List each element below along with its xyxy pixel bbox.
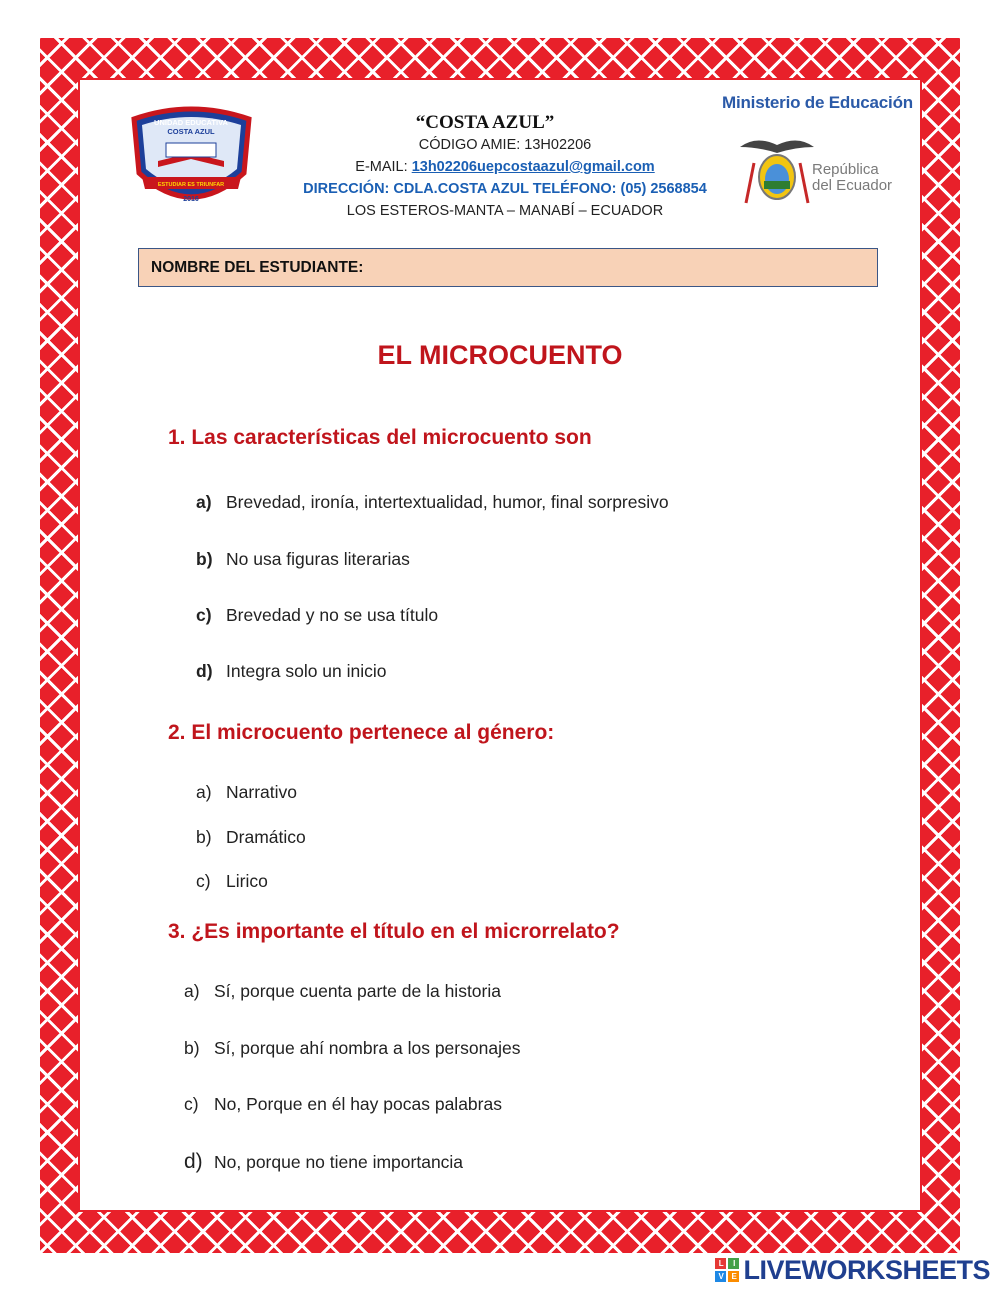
- option-text: Narrativo: [226, 782, 297, 802]
- badge-letter: L: [715, 1258, 726, 1269]
- liveworksheets-logo-icon: [715, 1258, 739, 1282]
- badge-letter: V: [715, 1271, 726, 1282]
- option-text: No, porque no tiene importancia: [214, 1152, 464, 1172]
- q1-option-c[interactable]: [196, 605, 438, 626]
- q3-option-a[interactable]: [184, 981, 501, 1002]
- q2-option-a[interactable]: [196, 782, 297, 803]
- q2-option-b[interactable]: [196, 827, 306, 848]
- question-2: 2. El microcuento pertenece al género:: [168, 721, 555, 744]
- q1-option-a[interactable]: [196, 492, 669, 513]
- student-name-field[interactable]: NOMBRE DEL ESTUDIANTE:: [138, 248, 878, 287]
- q3-option-b[interactable]: [184, 1038, 520, 1059]
- crest-year: 2016: [183, 196, 199, 203]
- republic-text: [812, 162, 892, 194]
- option-text: No, Porque en él hay pocas palabras: [214, 1094, 502, 1114]
- badge-letter: I: [728, 1258, 739, 1269]
- option-letter: c): [196, 871, 211, 891]
- codigo-amie: CÓDIGO AMIE: 13H02206: [418, 137, 592, 153]
- option-text: Brevedad y no se usa título: [226, 605, 439, 625]
- q1-option-b[interactable]: [196, 549, 410, 570]
- republic-line-2: del Ecuador: [812, 177, 893, 194]
- school-header: [270, 112, 740, 222]
- question-3: 3. ¿Es importante el título en el microrrelato?: [168, 920, 620, 943]
- liveworksheets-watermark: [715, 1255, 990, 1285]
- option-letter: a): [196, 492, 212, 512]
- option-letter: b): [196, 549, 213, 569]
- option-text: Integra solo un inicio: [226, 661, 387, 681]
- republic-line-1: República: [812, 161, 879, 178]
- option-text: No usa figuras literarias: [226, 549, 410, 569]
- option-text: Brevedad, ironía, intertextualidad, humor, final sorpresivo: [226, 492, 669, 512]
- option-text: Dramático: [226, 827, 306, 847]
- crest-text-top: UNIDAD EDUCATIVA: [154, 118, 228, 127]
- address-line: DIRECCIÓN: CDLA.COSTA AZUL TELÉFONO: (05) 2568854: [303, 181, 707, 197]
- question-1: 1. Las características del microcuento son: [168, 426, 592, 449]
- crest-banner: ESTUDIAR ES TRIUNFAR: [157, 182, 225, 188]
- q2-option-c[interactable]: [196, 871, 268, 892]
- option-text: Sí, porque cuenta parte de la historia: [214, 981, 501, 1001]
- school-name: “COSTA AZUL”: [415, 112, 555, 133]
- option-letter: a): [196, 782, 212, 802]
- option-letter: b): [196, 827, 212, 847]
- option-letter: d): [196, 661, 213, 681]
- ecuador-coat-of-arms-icon: [736, 133, 818, 211]
- location-line: LOS ESTEROS-MANTA – MANABÍ – ECUADOR: [346, 203, 664, 219]
- q3-option-c[interactable]: [184, 1094, 502, 1115]
- crest-text-mid: COSTA AZUL: [167, 127, 215, 136]
- option-text: Lirico: [226, 871, 268, 891]
- page-title: EL MICROCUENTO: [377, 340, 623, 370]
- ministry-label: Ministerio de Educación: [722, 93, 913, 112]
- option-letter: c): [184, 1094, 199, 1114]
- email-line: [270, 156, 740, 178]
- option-letter: d): [184, 1150, 203, 1173]
- q1-option-d[interactable]: [196, 661, 387, 682]
- option-letter: b): [184, 1038, 200, 1058]
- email-label: E-MAIL:: [355, 159, 412, 175]
- option-text: Sí, porque ahí nombra a los personajes: [214, 1038, 521, 1058]
- email-link[interactable]: 13h02206uepcostaazul@gmail.com: [411, 159, 655, 175]
- q3-option-d[interactable]: [184, 1150, 463, 1174]
- watermark-text: LIVEWORKSHEETS: [743, 1254, 990, 1285]
- option-letter: c): [196, 605, 212, 625]
- option-letter: a): [184, 981, 200, 1001]
- badge-letter: E: [728, 1271, 739, 1282]
